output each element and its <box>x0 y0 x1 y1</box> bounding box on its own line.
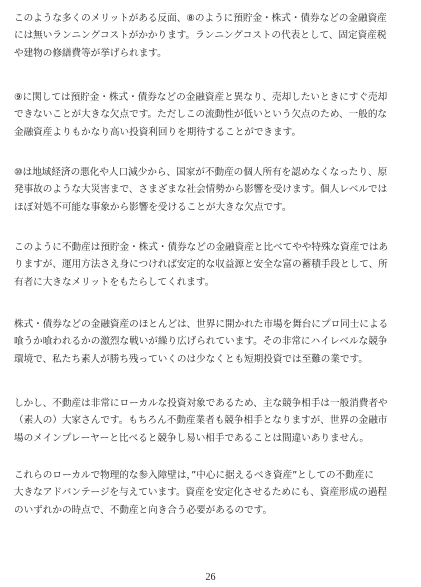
text-line: りますが、運用方法さえ身につければ安定的な収益源と安全な富の蓄積手段として、所 <box>14 259 388 271</box>
paragraph-summary-benefits <box>14 239 406 291</box>
text-line: できないことが大きな欠点です。ただしこの流動性が低いという欠点のため、一般的な <box>14 109 388 121</box>
text-line: しかし、不動産は非常にローカルな投資対象であるため、主な競争相手は一般消費者や <box>14 398 388 409</box>
text-line: ⑨に関しては預貯金・株式・債券などの金融資産と異なり、売却したいときにすぐ売却 <box>14 92 388 103</box>
text-line: には無いランニングコストがかかります。ランニングコストの代表として、固定資産税 <box>14 30 387 42</box>
page-number: 26 <box>205 572 216 583</box>
text-line: 大きなアドバンテージを与えています。資産を安定化させるためにも、資産形成の過程 <box>14 487 388 499</box>
paragraph-financial-markets <box>14 316 406 368</box>
text-line: 株式・債券などの金融資産のほとんどは、世界に開かれた市場を舞台にプロ同士による <box>14 319 389 330</box>
text-line: ほぼ対処不可能な事象から影響を受けることが大きな欠点です。 <box>14 201 292 213</box>
paragraph-social-risk <box>14 164 406 216</box>
text-line: これらのローカルで物理的な参入障壁は，”中心に据えるべき資産”としての不動産に <box>14 470 374 481</box>
text-line: 喰うか喰われるかの激烈な戦いが繰り広げられています。その非常にハイレベルな競争 <box>14 336 388 348</box>
text-line: このような多くのメリットがある反面、⑧のように預貯金・株式・債券などの金融資産 <box>14 13 387 24</box>
text-line: このように不動産は預貯金・株式・債券などの金融資産と比べてやや特殊な資産ではあ <box>14 242 389 253</box>
text-line: 環境で、私たち素人が勝ち残っていくのは少なくとも短期投資では至難の業です。 <box>14 353 369 365</box>
text-line: ⑩は地域経済の悪化や人口減少から、国家が不動産の個人所有を認めなくなったり、原 <box>14 167 388 178</box>
text-line: 場のメインプレーヤーと比べると競争し易い相手であることは間違いありません。 <box>14 432 369 444</box>
paragraph-running-costs <box>14 10 406 62</box>
text-line: のいずれかの時点で、不動産と向き合う必要があるのです。 <box>14 504 273 516</box>
text-line: や建物の修繕費等が挙げられます。 <box>14 47 167 59</box>
text-line: 金融資産よりもかなり高い投資利回りを期待することができます。 <box>14 126 302 138</box>
text-line: （素人の）大家さんです。もちろん不動産業者も競争相手となりますが、世界の金融市 <box>14 415 388 427</box>
paragraph-liquidity <box>14 89 406 141</box>
text-line: 発事故のような大災害まで、さまざまな社会情勢から影響を受けます。個人レベルでは <box>14 184 388 196</box>
paragraph-local-competition <box>14 395 406 447</box>
text-line: 有者に大きなメリットをもたらしてくれます。 <box>14 276 215 288</box>
paragraph-entry-barriers <box>14 467 406 519</box>
